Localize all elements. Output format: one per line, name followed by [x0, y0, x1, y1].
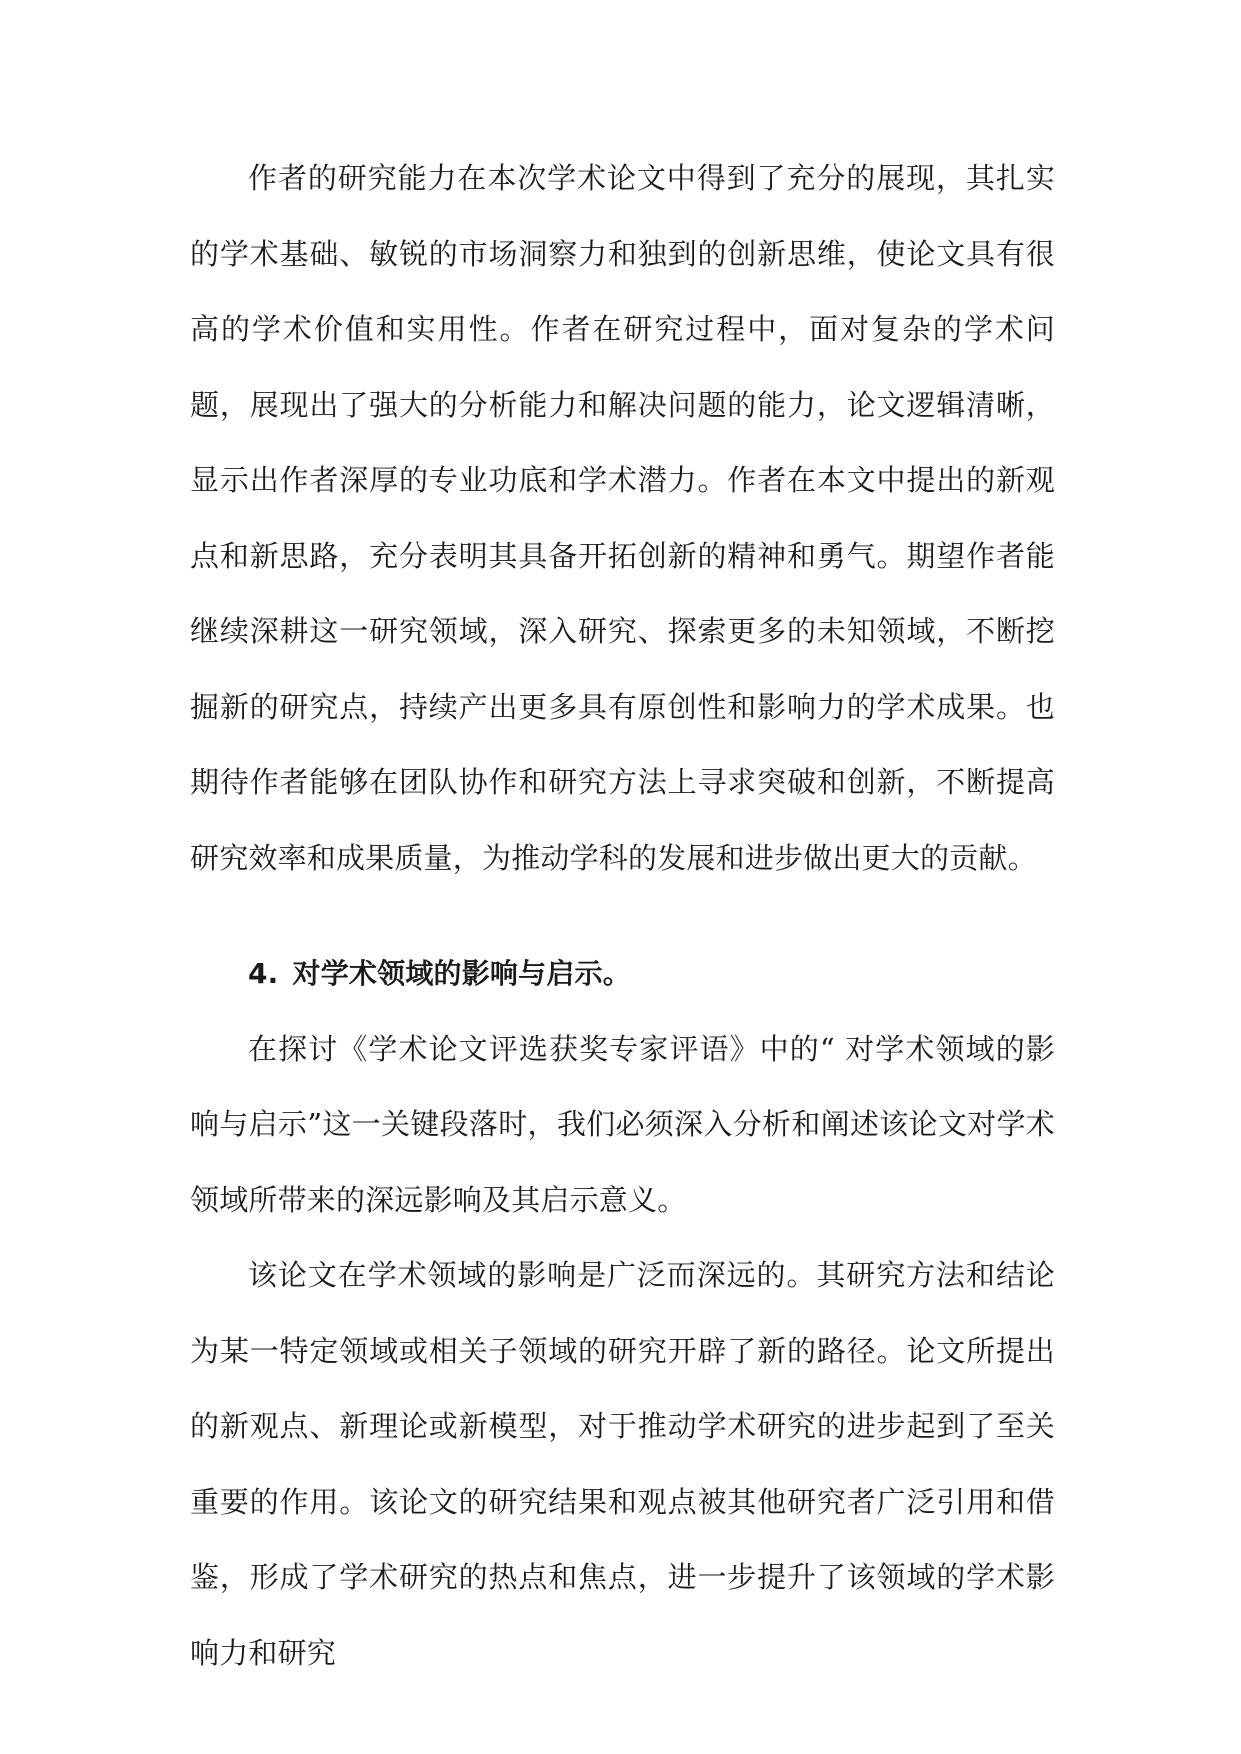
- paragraph-author-ability: 作者的研究能力在本次学术论文中得到了充分的展现，其扎实的学术基础、敏锐的市场洞察力和独到的创新思维，使论文具有很高的学术价值和实用性。作者在研究过程中，面对复杂的学术问题，展现出了强大的分析能力和解决问题的能力，论文逻辑清晰，显示出作者深厚的专业功底和学术潜力。作者在本文中提出的新观点和新思路，充分表明其具备开拓创新的精神和勇气。期望作者能继续深耕这一研究领域，深入研究、探索更多的未知领域，不断挖掘新的研究点，持续产出更多具有原创性和影响力的学术成果。也期待作者能够在团队协作和研究方法上寻求突破和创新，不断提高研究效率和成果质量，为推动学科的发展和进步做出更大的贡献。: [190, 161, 1055, 875]
- document-body: [190, 141, 1055, 1691]
- section-heading: [190, 896, 1055, 1012]
- section-number: 4.: [248, 957, 279, 990]
- section-title: 对学术领域的影响与启示。: [292, 957, 631, 990]
- paragraph-discussion-intro: 在探讨《学术论文评选获奖专家评语》中的“ 对学术领域的影响与启示”这一关键段落时，我们必须深入分析和阐述该论文对学术领域所带来的深远影响及其启示意义。: [190, 1031, 1055, 1217]
- paragraph-academic-impact: 该论文在学术领域的影响是广泛而深远的。其研究方法和结论为某一特定领域或相关子领域的研究开辟了新的路径。论文所提出的新观点、新理论或新模型，对于推动学术研究的进步起到了至关重要的作用。该论文的研究结果和观点被其他研究者广泛引用和借鉴，形成了学术研究的热点和焦点，进一步提升了该领域的学术影响力和研究: [190, 1258, 1055, 1670]
